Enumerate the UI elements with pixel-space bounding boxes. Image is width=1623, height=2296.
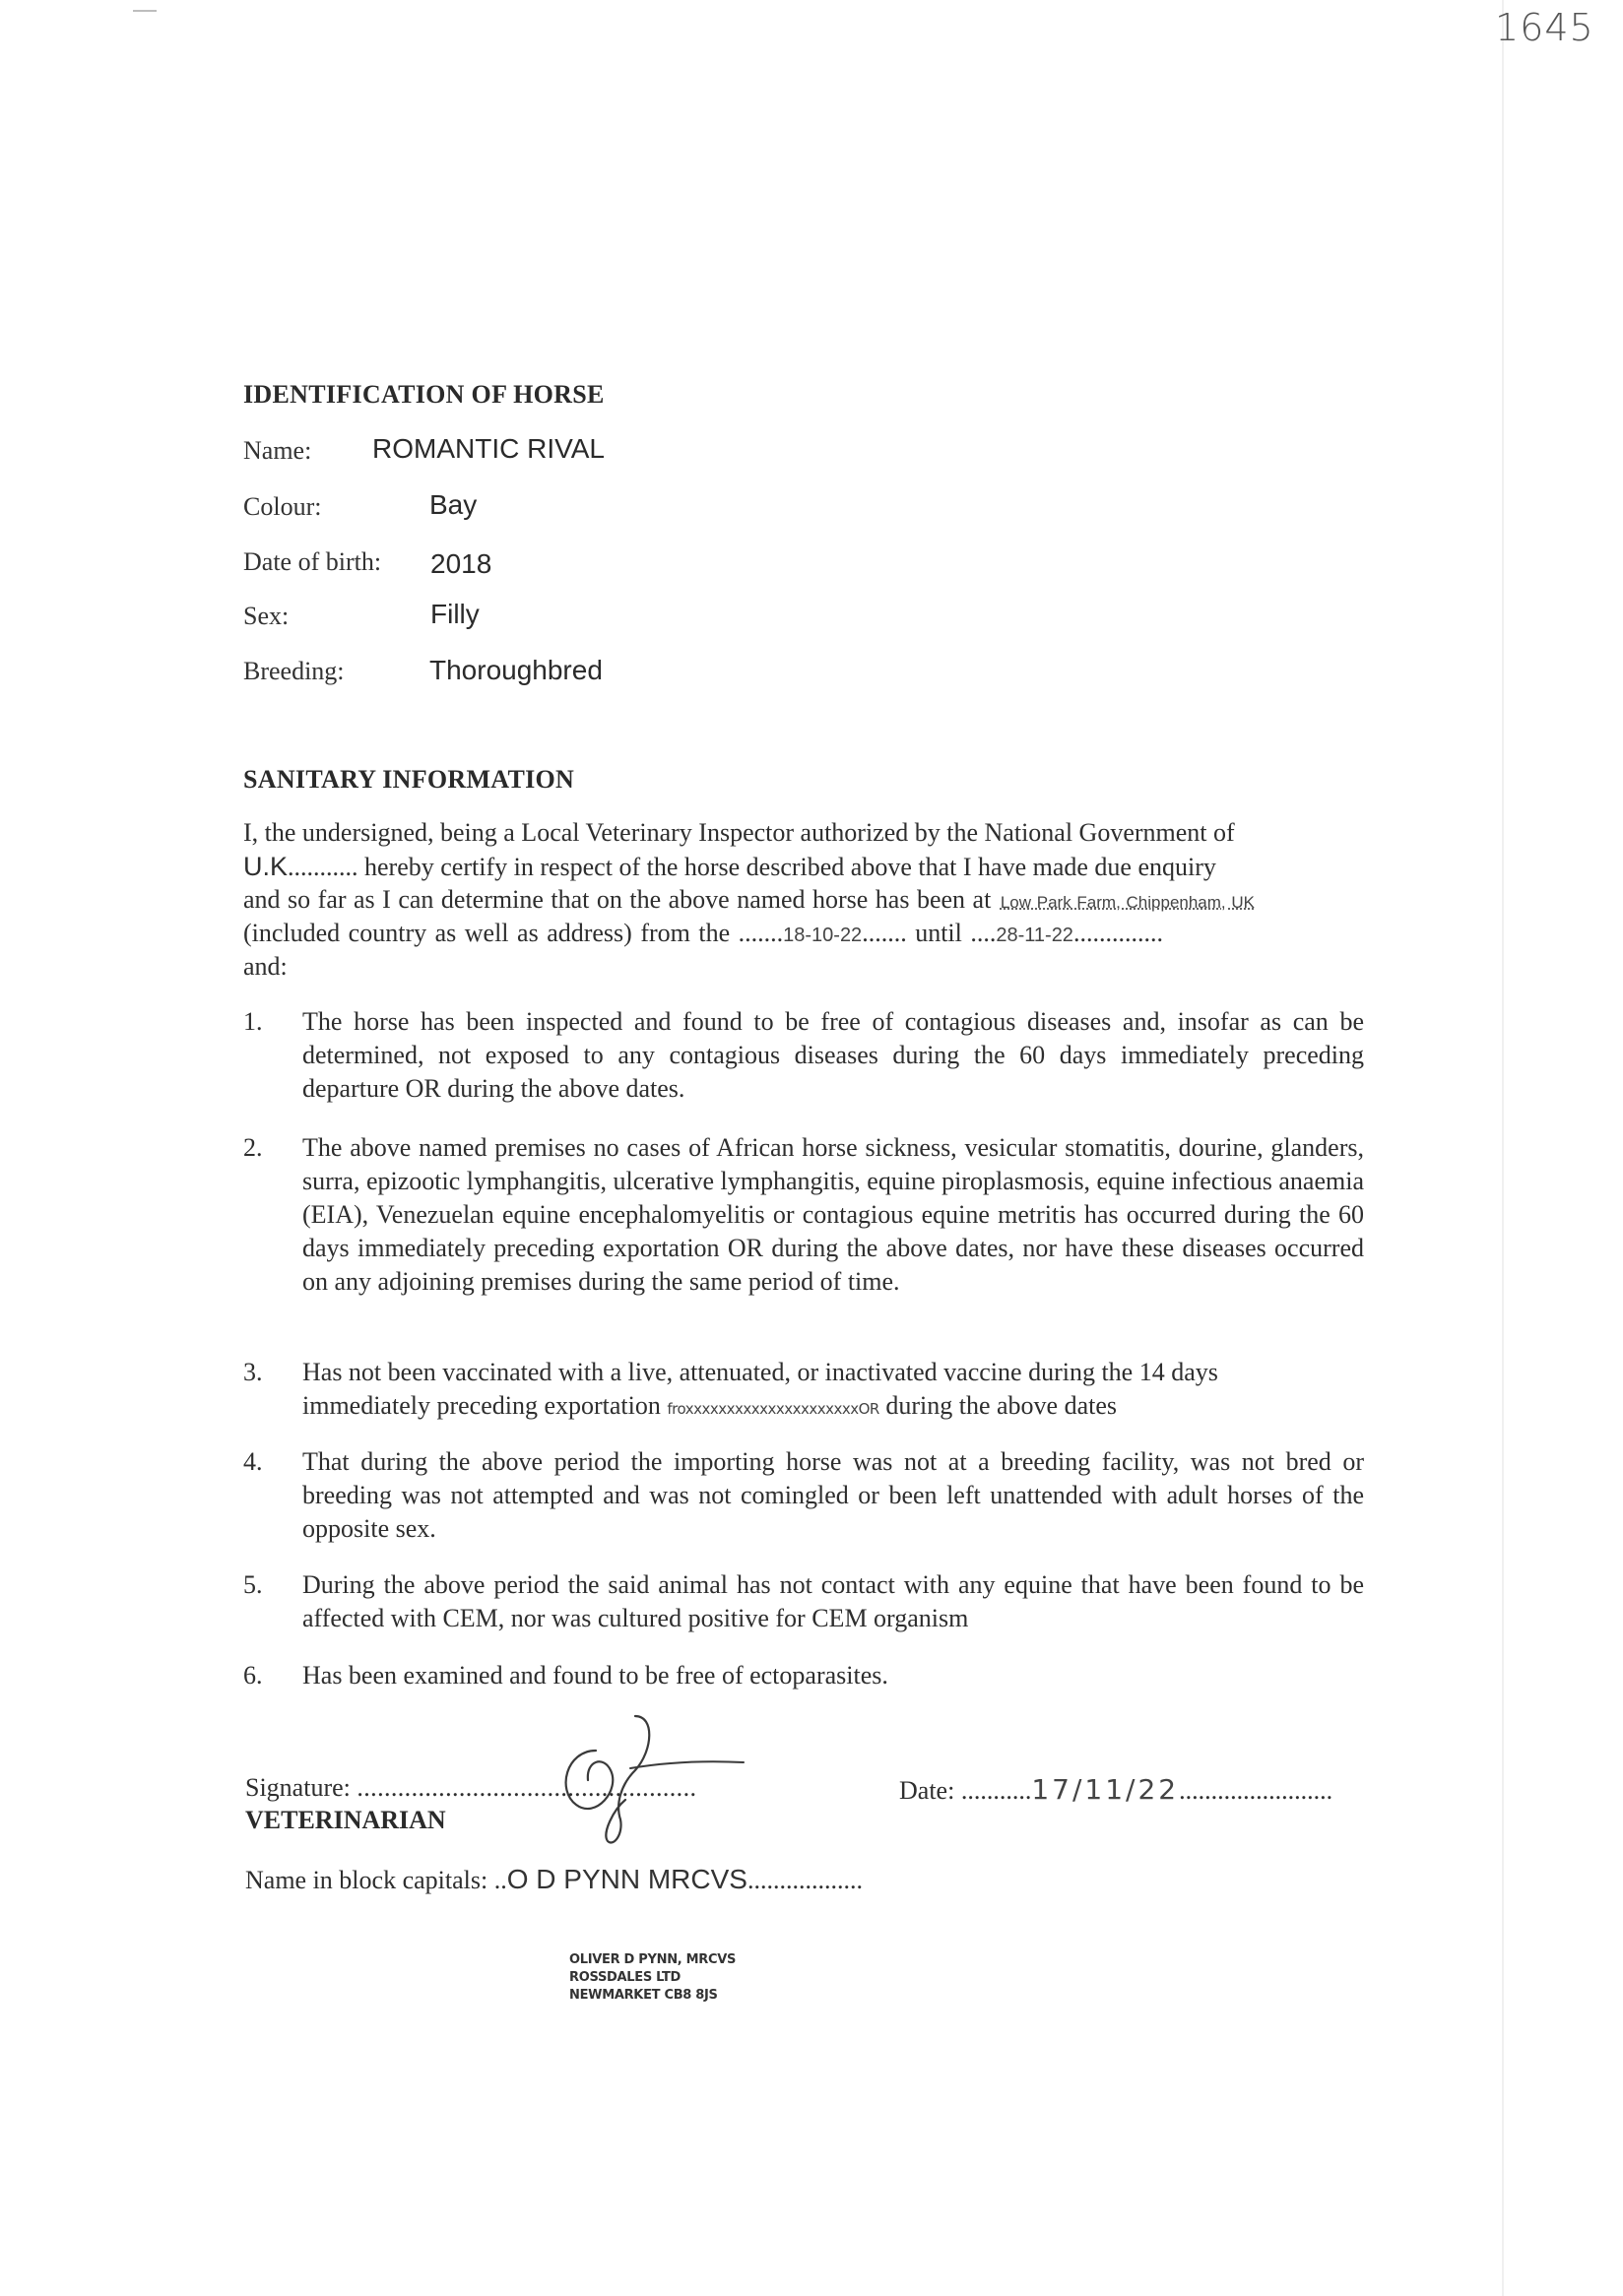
country-field: U.K <box>243 852 289 881</box>
block-dots-b: .................. <box>747 1866 863 1894</box>
item-number: 1. <box>243 1007 263 1036</box>
handwritten-date: 17/11/22 <box>1031 1773 1180 1806</box>
handwritten-page-number: 1645 <box>1495 6 1594 49</box>
until-dots-b: .............. <box>1072 919 1163 947</box>
practice-stamp <box>569 1951 736 2005</box>
block-name-label: Name in block capitals: <box>245 1866 488 1894</box>
intro-line-5: and: <box>243 952 288 981</box>
until-dots-a: .... <box>970 919 997 947</box>
intro-text-4: (included country as well as address) from the <box>243 919 731 947</box>
item-text: That during the above period the importing horse was not at a breeding facility, was not bred or breeding was not attempted and was not comingled or been left unattended with adult horses of the opposite sex. <box>302 1447 1364 1543</box>
item-text: The above named premises no cases of African horse sickness, vesicular stomatitis, dourine, glanders, surra, epizootic lymphangitis, ulcerative lymphangitis, equine piroplasmosis, equine infectious anaemia (EIA), Venezuelan equine encephalomyelitis or contagious equine metritis has occurred during the 60 days immediately preceding exportation OR during the above dates, nor have these diseases occurred on any adjoining premises during the same period of time. <box>302 1133 1364 1296</box>
identification-heading: IDENTIFICATION OF HORSE <box>243 380 605 409</box>
stamp-line-3: NEWMARKET CB8 8JS <box>569 1988 718 2003</box>
intro-text-2: hereby certify in respect of the horse described above that I have made due enquiry <box>364 853 1216 881</box>
dob-label: Date of birth: <box>243 547 382 576</box>
item-text-c: during the above dates <box>885 1391 1118 1420</box>
colour-value: Bay <box>429 489 478 520</box>
date-until-field: 28-11-22 <box>996 925 1073 946</box>
item-number: 3. <box>243 1358 263 1386</box>
item-text: The horse has been inspected and found to be free of contagious diseases and, insofar as can be determined, not exposed to any contagious diseases during the 60 days immediately preceding departure OR during the above dates. <box>302 1007 1364 1103</box>
from-dots-a: ....... <box>738 919 784 947</box>
item-text: Has been examined and found to be free of ectoparasites. <box>302 1661 888 1690</box>
block-dots-a: .. <box>493 1866 507 1894</box>
country-dots: ........... <box>288 853 358 881</box>
scan-mark <box>133 10 157 12</box>
date-from-field: 18-10-22 <box>783 925 863 946</box>
sex-label: Sex: <box>243 602 290 630</box>
sex-value: Filly <box>430 599 480 629</box>
intro-line-3 <box>243 883 1364 917</box>
item-number: 6. <box>243 1661 263 1690</box>
item-text <box>302 1356 1364 1426</box>
until-label: until <box>915 919 962 947</box>
date-dots-b: ........................ <box>1179 1776 1333 1805</box>
intro-text-1: I, the undersigned, being a Local Veterinary Inspector authorized by the National Government of <box>243 818 1235 847</box>
stamp-line-1: OLIVER D PYNN, MRCVS <box>569 1952 737 1967</box>
item-number: 5. <box>243 1570 263 1599</box>
veterinarian-label: VETERINARIAN <box>245 1806 446 1834</box>
item-number: 4. <box>243 1447 263 1476</box>
item-text-a: Has not been vaccinated with a live, attenuated, or inactivated vaccine during the 14 days <box>302 1358 1218 1386</box>
date-line <box>899 1773 1332 1806</box>
handwritten-signature <box>537 1711 763 1849</box>
block-name-line <box>245 1864 863 1895</box>
breeding-value: Thoroughbred <box>429 655 603 685</box>
colour-label: Colour: <box>243 492 322 521</box>
from-dots-b: ....... <box>862 919 907 947</box>
breeding-label: Breeding: <box>243 657 345 685</box>
sanitary-heading: SANITARY INFORMATION <box>243 765 575 794</box>
intro-line-2 <box>243 850 1364 883</box>
item-number: 2. <box>243 1133 263 1162</box>
intro-text-3: and so far as I can determine that on the above named horse has been at <box>243 885 992 914</box>
stamp-line-2: ROSSDALES LTD <box>569 1970 681 1985</box>
item-text: During the above period the said animal has not contact with any equine that have been found to be affected with CEM, nor was cultured positive for CEM organism <box>302 1570 1364 1632</box>
date-label: Date: <box>899 1776 955 1805</box>
intro-line-1 <box>243 816 1364 850</box>
dob-value: 2018 <box>430 548 492 579</box>
scan-edge <box>1502 0 1504 2296</box>
signature-dots: .................................................. <box>357 1773 697 1802</box>
item-text-b: immediately preceding exportation <box>302 1391 661 1420</box>
signature-label: Signature: <box>245 1773 351 1802</box>
intro-line-4 <box>243 917 1364 950</box>
block-name-value: O D PYNN MRCVS <box>506 1864 747 1894</box>
name-value: ROMANTIC RIVAL <box>372 433 605 464</box>
address-field: Low Park Farm, Chippenham, UK <box>1000 893 1255 912</box>
date-dots-a: ........... <box>960 1776 1032 1805</box>
name-label: Name: <box>243 436 312 465</box>
struck-out-text: froxxxxxxxxxxxxxxxxxxxxxOR <box>667 1400 879 1418</box>
